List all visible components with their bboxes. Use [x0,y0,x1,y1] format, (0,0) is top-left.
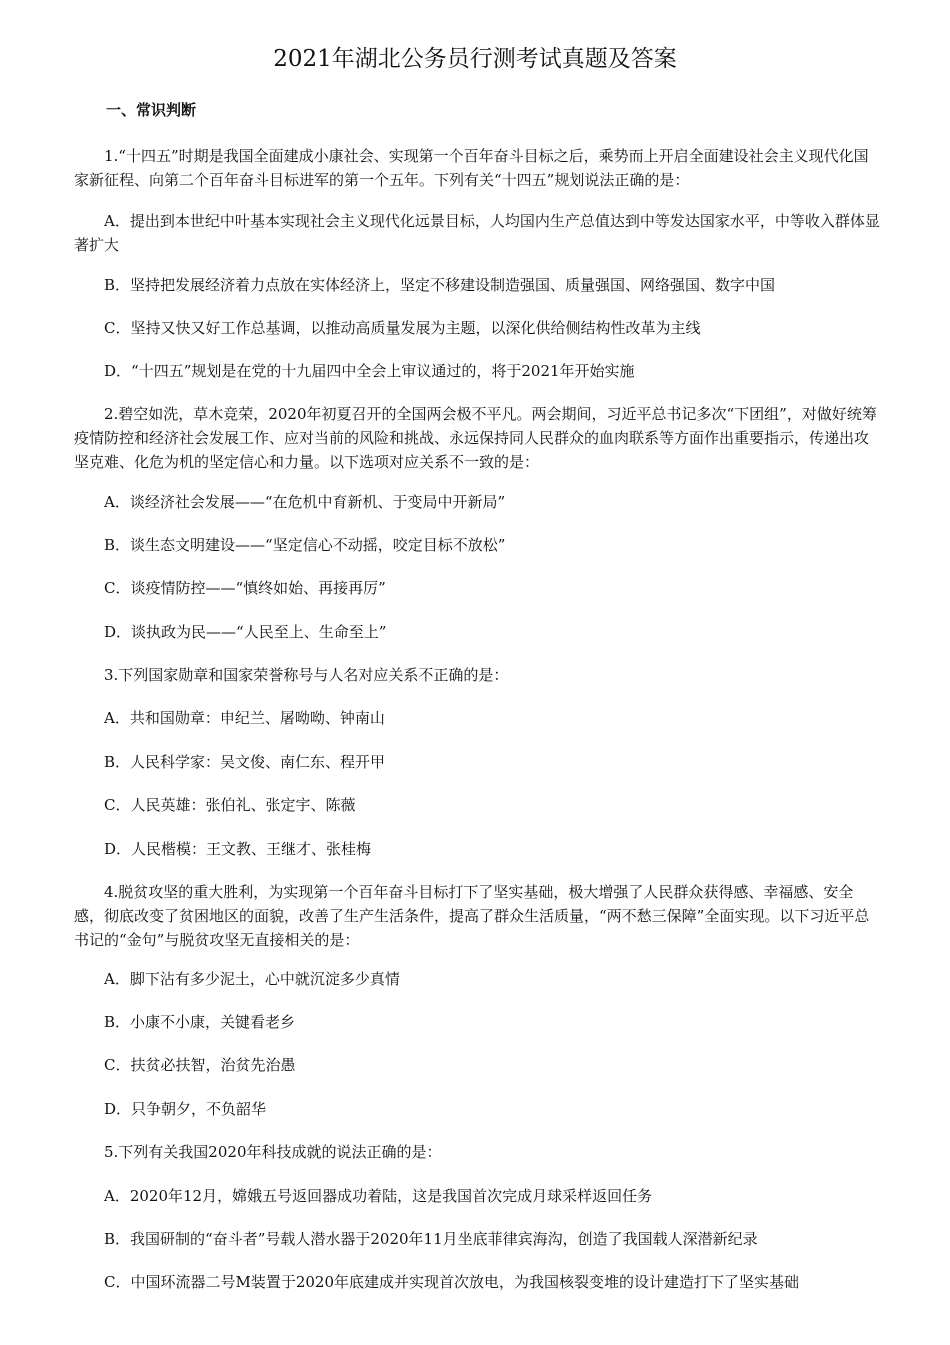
question-4-option-d: D．只争朝夕，不负韶华 [104,1100,267,1118]
question-5-stem: 5.下列有关我国2020年科技成就的说法正确的是： [104,1143,442,1161]
question-4-option-c: C．扶贫必扶智，治贫先治愚 [104,1056,296,1074]
question-1-option-b: B．坚持把发展经济着力点放在实体经济上，坚定不移建设制造强国、质量强国、网络强国、数字中国 [104,276,776,294]
question-2-option-a: A．谈经济社会发展——“在危机中育新机、于变局中开新局” [104,493,506,511]
question-1-stem: 1.“十四五”时期是我国全面建成小康社会、实现第一个百年奋斗目标之后，乘势而上开启全面建设社会主义现代化国家新征程、向第二个百年奋斗目标进军的第一个五年。下列有关“十四五”规划说法正确的是： [74,147,869,189]
question-3-option-a: A．共和国勋章：申纪兰、屠呦呦、钟南山 [104,709,385,727]
question-1-option-d: D．“十四五”规划是在党的十九届四中全会上审议通过的，将于2021年开始实施 [104,362,635,380]
question-3-option-c: C．人民英雄：张伯礼、张定宇、陈薇 [104,796,356,814]
section-heading: 一、常识判断 [106,101,197,119]
question-2-option-d: D．谈执政为民——“人民至上、生命至上” [104,623,387,641]
question-3-option-d: D．人民楷模：王文教、王继才、张桂梅 [104,840,372,858]
question-2-stem: 2.碧空如洗，草木竞荣，2020年初夏召开的全国两会极不平凡。两会期间，习近平总书记多次“下团组”，对做好统筹疫情防控和经济社会发展工作、应对当前的风险和挑战、永远保持同人民群众的血肉联系等方面作出重要指示，传递出攻坚克难、化危为机的坚定信心和力量。以下选项对应关系不一致的是： [74,405,877,471]
question-4-option-b: B．小康不小康，关键看老乡 [104,1013,296,1031]
question-3-stem: 3.下列国家勋章和国家荣誉称号与人名对应关系不正确的是： [104,666,509,684]
question-2-option-c: C．谈疫情防控——“慎终如始、再接再厉” [104,579,386,597]
question-5-option-a: A．2020年12月，嫦娥五号返回器成功着陆，这是我国首次完成月球采样返回任务 [104,1187,653,1205]
question-4-stem: 4.脱贫攻坚的重大胜利，为实现第一个百年奋斗目标打下了坚实基础，极大增强了人民群众获得感、幸福感、安全感，彻底改变了贫困地区的面貌，改善了生产生活条件，提高了群众生活质量，“两不愁三保障”全面实现。以下习近平总书记的“金句”与脱贫攻坚无直接相关的是： [74,883,870,949]
question-2-option-b: B．谈生态文明建设——“坚定信心不动摇，咬定目标不放松” [104,536,506,554]
question-1-option-c: C．坚持又快又好工作总基调，以推动高质量发展为主题，以深化供给侧结构性改革为主线 [104,319,701,337]
question-5-option-b: B．我国研制的“奋斗者”号载人潜水器于2020年11月坐底菲律宾海沟，创造了我国载人深潜新纪录 [104,1230,758,1248]
question-4-option-a: A．脚下沾有多少泥土，心中就沉淀多少真情 [104,970,400,988]
question-3-option-b: B．人民科学家：吴文俊、南仁东、程开甲 [104,753,386,771]
question-5-option-c: C．中国环流器二号M装置于2020年底建成并实现首次放电，为我国核裂变堆的设计建造打下了坚实基础 [104,1273,800,1291]
page-title: 2021年湖北公务员行测考试真题及答案 [273,46,677,72]
question-1-option-a: A．提出到本世纪中叶基本实现社会主义现代化远景目标，人均国内生产总值达到中等发达国家水平，中等收入群体显著扩大 [74,212,880,254]
